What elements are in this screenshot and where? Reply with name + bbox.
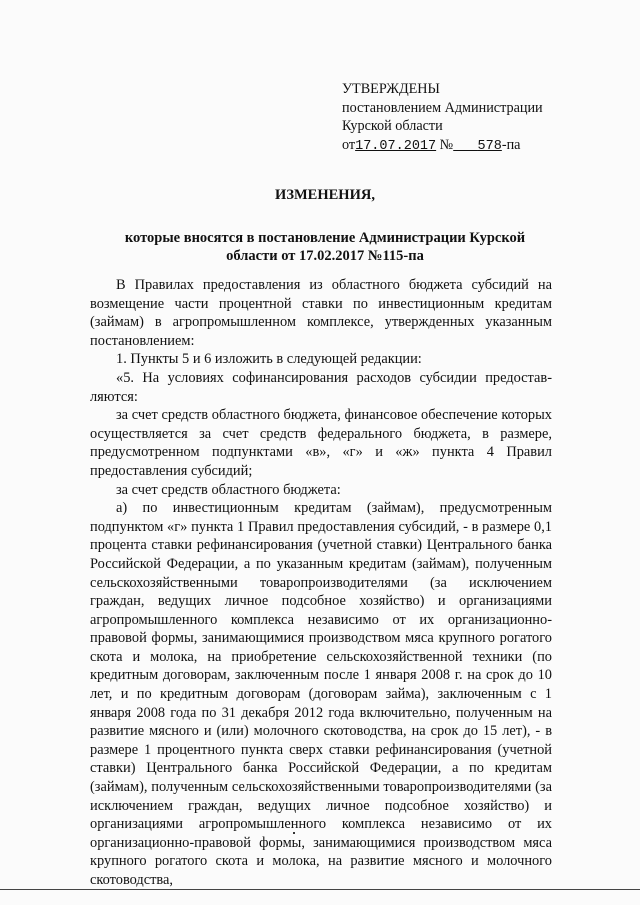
approval-number: 578 xyxy=(477,138,502,154)
paragraph-subitem-a: а) по инвестиционным кредитам (займам), предусмотренным подпунктом «г» пункта 1 Правил предоставления субсидий, - в размере 0,1 процента ставки рефинансирования (учетной ставки) Центрального банка Российской Федерации, а по указанным кредитам (займам), полученным сельскохозяйственными товаропроизводителями (за исключением граждан, ведущих личное подсобное хозяйство) и организациями агропромышленного комплекса независимо от их организационно-правовой формы, занимающимися производством мяса крупного рогатого скота и молока, на приобретение сельскохозяйственной техники (по кредитным договорам, заключенным после 1 января 2008 г. на срок до 10 лет, и по кредитным договорам (договорам займа), заключенным с 1 января 2008 года по 31 декабря 2012 года включительно, полученным на развитие мясного и (или) молочного скотоводства, на срок до 15 лет), - в размере 1 процентного пункта сверх ставки рефинансирования (учетной ставки) Центрального банка Российской Федерации, а по кредитам (займам), полученным сельскохозяйственными товаропроизводителями (за исключением граждан, ведущих личное подсобное хозяйство) и организациями агропромышленного комплекса независимо от их организационно-правовой формы, занимающимися производством мяса крупного рогатого скота и молока, на развитие мясного и молочного скотоводства, xyxy=(90,500,552,888)
approval-date-line xyxy=(342,136,543,157)
document-body xyxy=(90,276,552,890)
scan-speck xyxy=(293,832,295,834)
approval-region: Курской области xyxy=(342,118,443,134)
paragraph-regional-funds: за счет средств областного бюджета: xyxy=(116,481,341,498)
approval-heading: УТВЕРЖДЕНЫ xyxy=(342,81,440,97)
paragraph-item-1: 1. Пункты 5 и 6 изложить в следующей редакции: xyxy=(116,351,422,368)
paragraph-federal-funds: за счет средств областного бюджета, финансовое обеспечение которых осуществляется за счет средств федерального бюджета, в размере, предусмотренном подпунктами «в», «г» и «ж» пункта 4 Правил предоставления субсидий; xyxy=(90,407,552,479)
approval-issuer: постановлением Администрации xyxy=(342,99,543,116)
paragraph-intro: В Правилах предоставления из областного бюджета субсидий на возмещение части процентной ставки по инвестиционным кредитам (займам) в агропромышленном комплексе, утвержденных указанным постановлением: xyxy=(90,277,552,349)
document-subtitle-line1: которые вносятся в постановление Администрации Курской xyxy=(124,230,526,246)
document-heading: ИЗМЕНЕНИЯ, xyxy=(275,187,375,203)
paragraph-clause-5: «5. На условиях софинансирования расходов субсидии предостав-ляются: xyxy=(90,369,552,405)
approval-date: 17.07.2017 xyxy=(355,138,437,154)
number-suffix: -па xyxy=(501,136,521,153)
number-sign: № xyxy=(439,136,454,153)
page-bottom-rule xyxy=(0,889,640,890)
document-subtitle-line2: области от 17.02.2017 №115-па xyxy=(226,248,424,264)
approval-stamp xyxy=(342,80,543,156)
date-prefix: от xyxy=(342,136,356,153)
